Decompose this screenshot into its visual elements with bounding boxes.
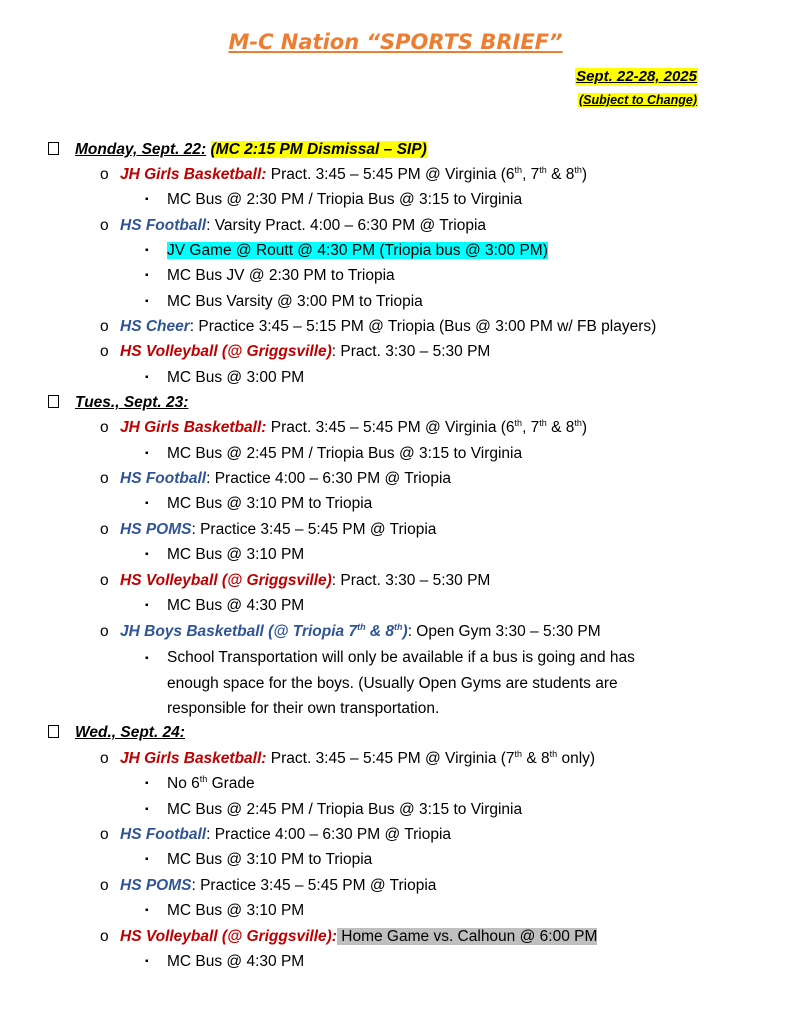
dismissal-note: (MC 2:15 PM Dismissal – SIP) <box>210 141 427 158</box>
list-subitem: ▪ MC Bus Varsity @ 3:00 PM to Triopia <box>145 293 423 310</box>
day-heading-wednesday: Wed., Sept. 24: <box>48 723 185 743</box>
list-item: o HS Football: Practice 4:00 – 6:30 PM @ Triopia <box>100 470 452 487</box>
list-item: o HS Volleyball (@ Griggsville): Pract. 3:30 – 5:30 PM <box>100 572 491 589</box>
list-item: o HS Football: Practice 4:00 – 6:30 PM @ Triopia <box>100 826 452 843</box>
list-subitem: ▪ MC Bus @ 3:10 PM <box>145 546 305 563</box>
list-subitem: ▪ MC Bus @ 3:10 PM <box>145 902 305 919</box>
transportation-note: School Transportation will only be available if a bus is going and has enough space for the boys. (Usually Open Gyms are students are responsible for their own transportation. <box>167 649 635 717</box>
day-heading-tuesday: Tues., Sept. 23: <box>48 393 188 413</box>
subject-note: (Subject to Change) <box>578 93 697 107</box>
list-subitem: ▪ MC Bus @ 4:30 PM <box>145 953 305 970</box>
list-item: o HS Football: Varsity Pract. 4:00 – 6:30 PM @ Triopia <box>100 217 487 234</box>
list-subitem: ▪ MC Bus @ 3:10 PM to Triopia <box>145 495 373 512</box>
date-range: Sept. 22-28, 2025 <box>576 68 697 85</box>
list-item: o HS POMS: Practice 3:45 – 5:45 PM @ Triopia <box>100 521 437 538</box>
list-subitem: ▪ MC Bus @ 4:30 PM <box>145 597 305 614</box>
list-subitem: ▪ No 6th Grade <box>145 774 255 792</box>
day-heading-monday: Monday, Sept. 22: (MC 2:15 PM Dismissal – SIP) <box>48 140 427 160</box>
bullet-marker: ▪ <box>145 653 149 664</box>
list-subitem: ▪ JV Game @ Routt @ 4:30 PM (Triopia bus @ 3:00 PM) <box>145 242 548 259</box>
list-subitem: ▪ MC Bus JV @ 2:30 PM to Triopia <box>145 267 395 284</box>
list-item: o JH Boys Basketball (@ Triopia 7th & 8th): Open Gym 3:30 – 5:30 PM <box>100 622 601 640</box>
list-subitem: ▪ MC Bus @ 2:45 PM / Triopia Bus @ 3:15 to Virginia <box>145 801 523 818</box>
list-item: o JH Girls Basketball: Pract. 3:45 – 5:45 PM @ Virginia (6th, 7th & 8th) <box>100 165 588 183</box>
list-item: o HS Cheer: Practice 3:45 – 5:15 PM @ Triopia (Bus @ 3:00 PM w/ FB players) <box>100 318 657 335</box>
home-game-highlight: Home Game vs. Calhoun @ 6:00 PM <box>336 928 598 945</box>
list-subitem: ▪ MC Bus @ 3:10 PM to Triopia <box>145 851 373 868</box>
document-title: M-C Nation “SPORTS BRIEF” <box>228 30 563 54</box>
list-item: o JH Girls Basketball: Pract. 3:45 – 5:45 PM @ Virginia (7th & 8th only) <box>100 749 596 767</box>
list-subitem: ▪ MC Bus @ 2:45 PM / Triopia Bus @ 3:15 to Virginia <box>145 445 523 462</box>
list-item: o HS Volleyball (@ Griggsville): Home Game vs. Calhoun @ 6:00 PM <box>100 928 598 945</box>
list-subitem: ▪ MC Bus @ 3:00 PM <box>145 369 305 386</box>
checkbox-icon <box>48 725 59 738</box>
checkbox-icon <box>48 395 59 408</box>
jv-game-highlight: JV Game @ Routt @ 4:30 PM (Triopia bus @ 3:00 PM) <box>167 242 548 259</box>
list-item: o HS Volleyball (@ Griggsville): Pract. 3:30 – 5:30 PM <box>100 343 491 360</box>
checkbox-icon <box>48 142 59 155</box>
list-item: o JH Girls Basketball: Pract. 3:45 – 5:45 PM @ Virginia (6th, 7th & 8th) <box>100 418 588 436</box>
list-subitem: ▪ MC Bus @ 2:30 PM / Triopia Bus @ 3:15 to Virginia <box>145 191 523 208</box>
list-item: o HS POMS: Practice 3:45 – 5:45 PM @ Triopia <box>100 877 437 894</box>
